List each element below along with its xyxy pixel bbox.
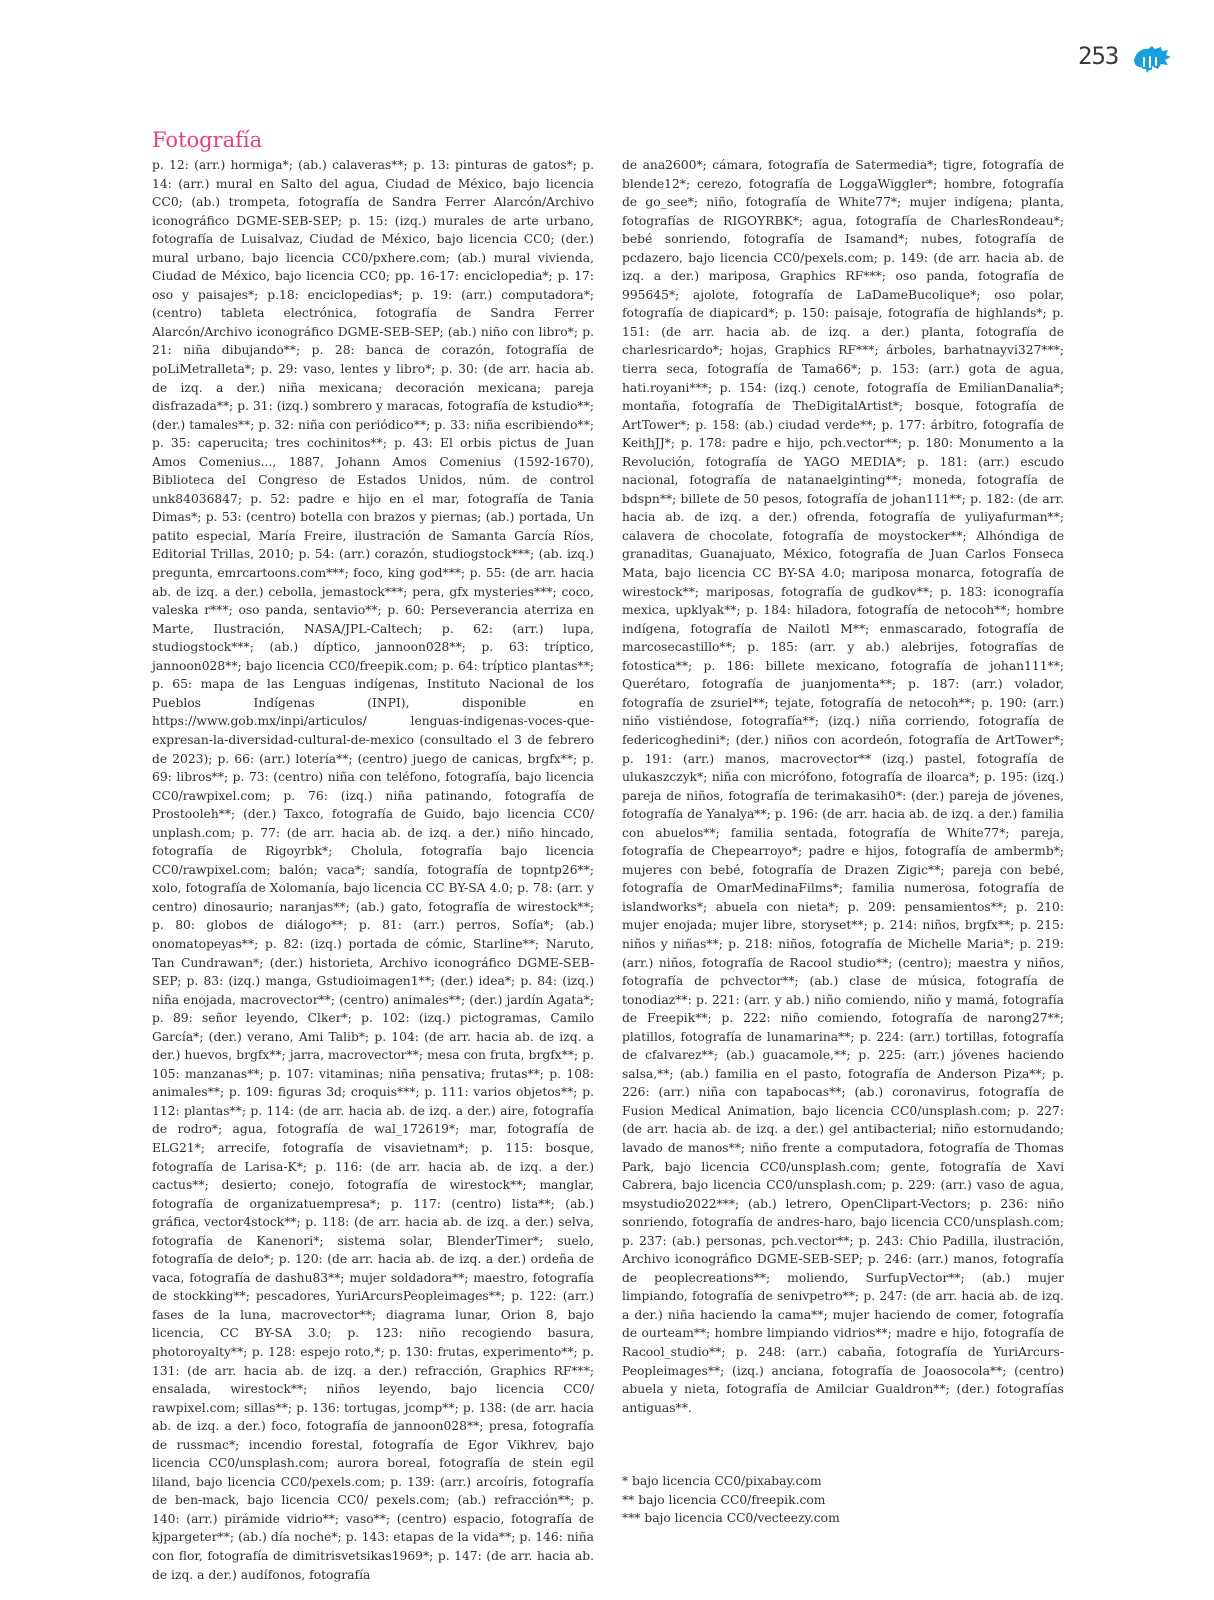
credits-right-column: [622, 156, 1064, 1417]
footnote-pixabay: * bajo licencia CC0/pixabay.com: [622, 1474, 822, 1488]
credits-text-right: de ana2600*; cámara, fotografía de Satermedia*; tigre, fotografía de blende12*; cerezo, fotografía de LoggaWiggler*; hombre, fotografía de go_see*; niño, fotografía de White77*; mujer indígena; planta, fotografías de RIGOYRBK*; agua, fotografía de CharlesRondeau*; bebé sonriendo, fotografía de Isamand*; nubes, fotografía de pcdazero, bajo licencia CC0/pexels.com; p. 149: (de arr. hacia ab. de izq. a der.) mariposa, Graphics RF***; oso panda, fotografía de 995645*; ajolote, fotografía de LaDameBucolique*; oso polar, fotografía de diapicard*; p. 150: paisaje, fotografía de highlands*; p. 151: (de arr. hacia ab. de izq. a der.) planta, fotografía de charlesricardo*; hojas, Graphics RF***; árboles, barhatnayvi327***; tierra seca, fotografía de Tama66*; p. 153: (arr.) gota de agua, hati.royani***; p. 154: (izq.) cenote, fotografía de EmilianDanalia*; montaña, fotografía de TheDigitalArtist*; bosque, fotografía de ArtTower*; p. 158: (ab.) ciudad verde**; p. 177: árbitro, fotografía de KeithJJ*; p. 178: padre e hijo, pch.vector**; p. 180: Monumento a la Revolución, fotografía de YAGO MEDIA*; p. 181: (arr.) escudo nacional, fotografía de natanaelginting**; moneda, fotografía de bdspn**; billete de 50 pesos, fotografía de johan111**; p. 182: (de arr. hacia ab. de izq. a der.) ofrenda, fotografía de yuliyafurman**; calavera de chocolate, fotografía de moystocker**; Alhóndiga de granaditas, Guanajuato, México, fotografía de Juan Carlos Fonseca Mata, bajo licencia CC BY-SA 4.0; mariposa monarca, fotografía de wirestock**; mariposas, fotografía de gudkov**; p. 183: iconografía mexica, upklyak**; p. 184: hiladora, fotografía de netocoh**; hombre indígena, fotografía de Nailotl M**; enmascarado, fotografía de marcosecastillo**; p. 185: (arr. y ab.) alebrijes, fotografías de fotostica**; p. 186: billete mexicano, fotografía de johan111**; Querétaro, fotografía de juanjomenta**; p. 187: (arr.) volador, fotografía de zsuriel**; tejate, fotografía de netocoh**; p. 190: (arr.) niño vistiéndose, fotografía**; (izq.) niña corriendo, fotografía de federicoghedini*; (der.) niños con acordeón, fotografía de ArtTower*; p. 191: (arr.) manos, macrovector** (izq.) pastel, fotografía de ulukaszczyk*; niña con micrófono, fotografía de iloarca*; p. 195: (izq.) pareja de niños, fotografía de terimakasih0*: (der.) pareja de jóvenes, fotografía de Yanalya**; p. 196: (de arr. hacia ab. de izq. a der.) familia con abuelos**; familia sentada, fotografía de White77*; pareja, fotografía de Chepearroyo*; padre e hijos, fotografía de ambermb*; mujeres con bebé, fotografía de Drazen Zigic**; pareja con bebé, fotografía de OmarMedinaFilms*; familia numerosa, fotografía de islandworks*; abuela con nieta*; p. 209: pensamientos**; p. 210: mujer enojada; mujer libre, storyset**; p. 214: niños, brgfx**; p. 215: niños y niñas**; p. 218: niños, fotografía de Michelle Maria*; p. 219: (arr.) niños, fotografía de Racool studio**; (centro); maestra y niños, fotografía de pchvector**; (ab.) clase de música, fotografía de tonodiaz**: p. 221: (arr. y ab.) niño comiendo, niño y mamá, fotografía de Freepik**; p. 222: niño comiendo, fotografía de narong27**; platillos, fotografía de lunamarina**; p. 224: (arr.) tortillas, fotografía de cfalvarez**; (ab.) guacamole,**; p. 225: (arr.) jóvenes haciendo salsa,**; (ab.) familia en el pasto, fotografía de Anderson Piza**; p. 226: (arr.) niña con tapabocas**; (ab.) coronavirus, fotografía de Fusion Medical Animation, bajo licencia CC0/unsplash.com; p. 227: (de arr. hacia ab. de izq. a der.) gel antibacterial; niño estornudando; lavado de manos**; niño frente a computadora, fotografía de Thomas Park, bajo licencia CC0/unsplash.com; gente, fotografía de Xavi Cabrera, bajo licencia CC0/unsplash.com; p. 229: (arr.) vaso de agua, msystudio2022***; (ab.) letrero, OpenClipart-Vectors; p. 236: niño sonriendo, fotografía de andres-haro, bajo licencia CC0/unsplash.com; p. 237: (ab.) personas, pch.vector**; p. 243: Chio Padilla, ilustración, Archivo iconográfico DGME-SEB-SEP; p. 246: (arr.) manos, fotografía de peoplecreations**; moliendo, SurfupVector**; (ab.) mujer limpiando, fotografía de senivpetro**; p. 247: (de arr. hacia ab. de izq. a der.) niña haciendo la cama**; mujer haciendo de comer, fotografía de ourteam**; hombre limpiando vidrios**; madre e hijo, fotografía de Racool_studio**; p. 248: (arr.) cabaña, fotografía de YuriArcurs-Peopleimages**; (izq.) anciana, fotografía de Joaosocola**; (centro) abuela y nieta, fotografía de Amilciar Gualdron**; (der.) fotografías antiguas**.: [622, 158, 1064, 1415]
credits-text-left: p. 12: (arr.) hormiga*; (ab.) calaveras**; p. 13: pinturas de gatos*; p. 14: (arr.) mural en Salto del agua, Ciudad de México, bajo licencia CC0; (ab.) trompeta, fotografía de Sandra Ferrer Alarcón/Archivo iconográfico DGME-SEB-SEP; p. 15: (izq.) murales de arte urbano, fotografía de Luisalvaz, Ciudad de México, bajo licencia CC0; (der.) mural urbano, bajo licencia CC0/pxhere.com; (ab.) mural vivienda, Ciudad de México, bajo licencia CC0; pp. 16-17: enciclopedia*; p. 17: oso y paisajes*; p.18: enciclopedias*; p. 19: (arr.) computadora*; (centro) tableta electrónica, fotografía de Sandra Ferrer Alarcón/Archivo iconográfico DGME-SEB-SEP; (ab.) niño con libro*; p. 21: niña dibujando**; p. 28: banca de corazón, fotografía de poLiMetralleta*; p. 29: vaso, lentes y libro*; p. 30: (de arr. hacia ab. de izq. a der.) niña mexicana; decoración mexicana; pareja disfrazada**; p. 31: (izq.) sombrero y maracas, fotografía de kstudio**; (der.) tamales**; p. 32: niña con periódico**; p. 33: niña escribiendo**; p. 35: caperucita; tres cochinitos**; p. 43: El orbis pictus de Juan Amos Comenius..., 1887, Johann Amos Comenius (1592-1670), Biblioteca del Congreso de Estados Unidos, núm. de control unk84036847; p. 52: padre e hijo en el mar, fotografía de Tania Dimas*; p. 53: (centro) botella con brazos y piernas; (ab.) portada, Un patito especial, María Freire, ilustración de Samanta García Ríos, Editorial Trillas, 2010; p. 54: (arr.) corazón, studiogstock***; (ab. izq.) pregunta, emrcartoons.com***; foco, king god***; p. 55: (de arr. hacia ab. de izq. a der.) cebolla, jemastock***; pera, gfx mysteries***; coco, valeska r***; oso panda, sentavio**; p. 60: Perseverancia aterriza en Marte, Ilustración, NASA/JPL-Caltech; p. 62: (arr.) lupa, studiogstock***; (ab.) díptico, jannoon028**; p. 63: tríptico, jannoon028**; bajo licencia CC0/freepik.com; p. 64: tríptico plantas**; p. 65: mapa de las Lenguas indígenas, Instituto Nacional de los Pueblos Indígenas (INPI), disponible en https://www.gob.mx/inpi/articulos/ lenguas-indigenas-voces-que-expresan-la-diversidad-cultural-de-mexico (consultado el 3 de febrero de 2023); p. 66: (arr.) lotería**; (centro) juego de canicas, brgfx**; p. 69: libros**; p. 73: (centro) niña con teléfono, fotografía, bajo licencia CC0/rawpixel.com; p. 76: (izq.) niña patinando, fotografía de Prostooleh**; (der.) Taxco, fotografía de Guido, bajo licencia CC0/ unplash.com; p. 77: (de arr. hacia ab. de izq. a der.) niño hincado, fotografía de Rigoyrbk*; Cholula, fotografía bajo licencia CC0/rawpixel.com; balón; vaca*; sandía, fotografía de topntp26**; xolo, fotografía de Xolomanía, bajo licencia CC BY-SA 4.0; p. 78: (arr. y centro) dinosaurio; naranjas**; (ab.) gato, fotografía de wirestock**; p. 80: globos de diálogo**; p. 81: (arr.) perros, Sofía*; (ab.) onomatopeyas**; p. 82: (izq.) portada de cómic, Starline**; Naruto, Tan Cundrawan*; (der.) historieta, Archivo iconográfico DGME-SEB-SEP; p. 83: (izq.) manga, Gstudioimagen1**; (der.) idea*; p. 84: (izq.) niña enojada, macrovector**; (centro) animales**; (der.) jardín Agata*; p. 89: señor leyendo, Clker*; p. 102: (izq.) pictogramas, Camilo García*; (der.) verano, Ami Talib*; p. 104: (de arr. hacia ab. de izq. a der.) huevos, brgfx**; jarra, macrovector**; mesa con fruta, brgfx**; p. 105: manzanas**; p. 107: vitaminas; niña pensativa; frutas**; p. 108: animales**; p. 109: figuras 3d; croquis***; p. 111: varios objetos**; p. 112: plantas**; p. 114: (de arr. hacia ab. de izq. a der.) aire, fotografía de rodro*; agua, fotografía de wal_172619*; mar, fotografía de ELG21*; arrecife, fotografía de visavietnam*; p. 115: bosque, fotografía de Larisa-K*; p. 116: (de arr. hacia ab. de izq. a der.) cactus**; desierto; conejo, fotografía de wirestock**; manglar, fotografía de organizatuempresa*; p. 117: (centro) lista**; (ab.) gráfica, vector4stock**; p. 118: (de arr. hacia ab. de izq. a der.) selva, fotografía de Kanenori*; sistema solar, BlenderTimer*; suelo, fotografía de delo*; p. 120: (de arr. hacia ab. de izq. a der.) ordeña de vaca, fotografía de dashu83**; mujer soldadora**; maestro, fotografía de stockking**; pescadores, YuriArcursPeopleimages**; p. 122: (arr.) fases de la luna, macrovector**; diagrama lunar, Orion 8, bajo licencia, CC BY-SA 3.0; p. 123: niño recogiendo basura, photoroyalty**; p. 128: espejo roto,*; p. 130: frutas, experimento**; p. 131: (de arr. hacia ab. de izq. a der.) refracción, Graphics RF***; ensalada, wirestock**; niños leyendo, bajo licencia CC0/ rawpixel.com; sillas**; p. 136: tortugas, jcomp**; p. 138: (de arr. hacia ab. de izq. a der.) foco, fotografía de jannoon028**; presa, fotografía de russmac*; incendio forestal, fotografía de Egor Vikhrev, bajo licencia CC0/unsplash.com; aurora boreal, fotografía de stein egil liland, bajo licencia CC0/pexels.com; p. 139: (arr.) arcoíris, fotografía de ben-mack, bajo licencia CC0/ pexels.com; (ab.) refracción**; p. 140: (arr.) pirámide vidrio**; vaso**; (centro) espacio, fotografía de kjpargeter**; (ab.) día noche*; p. 143: etapas de la vida**; p. 146: niña con flor, fotografía de dimitrisvetsikas1969*; p. 147: (de arr. hacia ab. de izq. a der.) audífonos, fotografía: [152, 158, 594, 1582]
page-number: 253: [1078, 42, 1119, 70]
license-footnotes: [622, 1472, 1062, 1528]
hand-icon: [1128, 40, 1172, 78]
footnote-freepik: ** bajo licencia CC0/freepik.com: [622, 1492, 826, 1507]
footnote-vecteezy: *** bajo licencia CC0/vecteezy.com: [622, 1511, 840, 1525]
section-title: Fotografía: [152, 128, 263, 152]
credits-left-column: [152, 156, 594, 1584]
